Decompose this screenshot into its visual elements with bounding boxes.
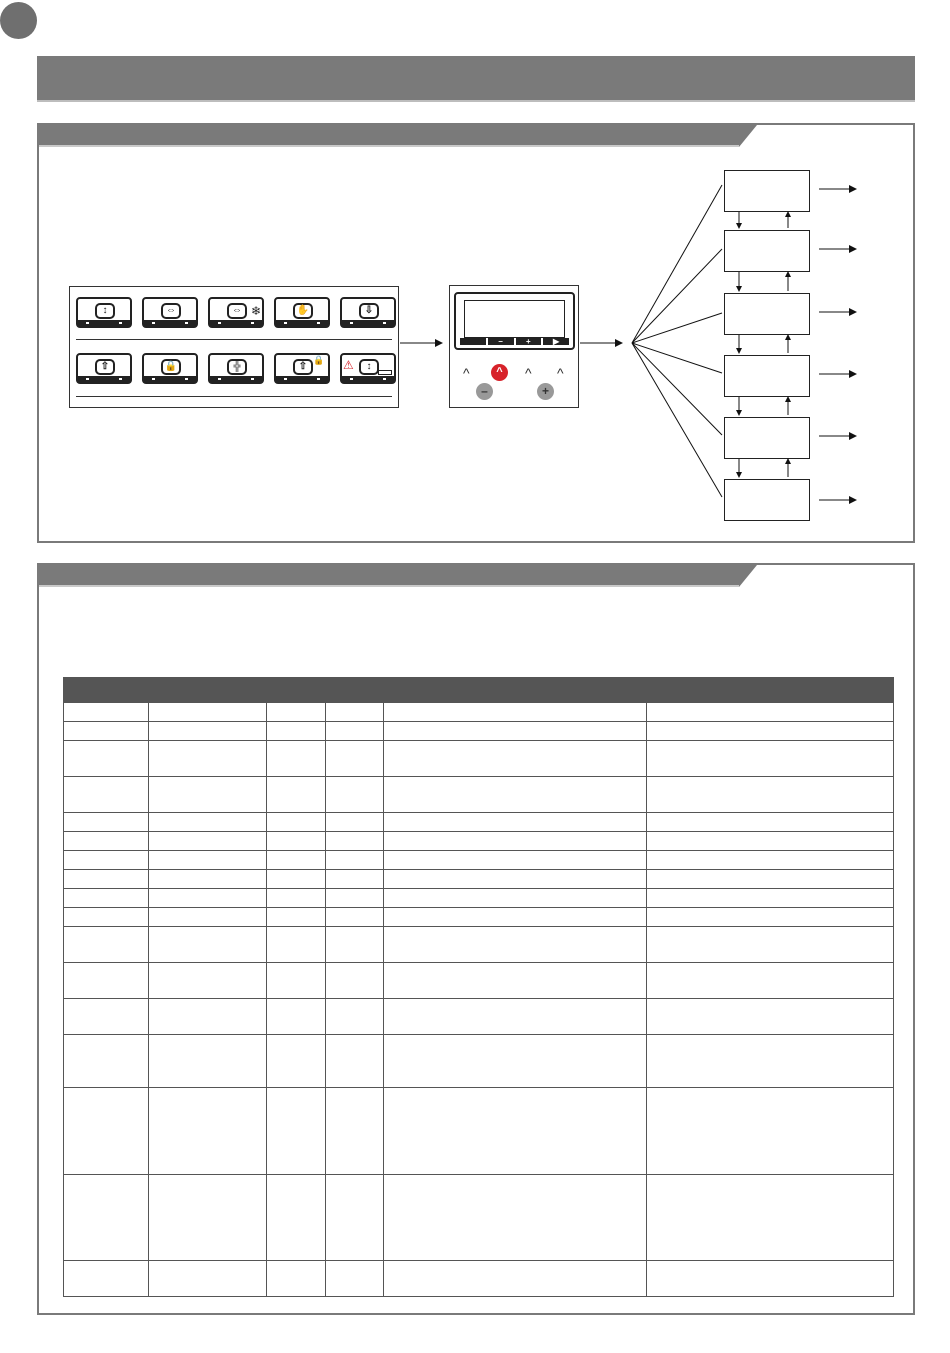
table-row — [64, 851, 894, 870]
snowflake-icon: ❄ — [251, 304, 262, 318]
table-cell — [149, 870, 267, 889]
table-cell — [326, 927, 384, 963]
red-up-button[interactable]: ^ — [491, 364, 508, 381]
soft-key-next[interactable]: ▶ — [543, 338, 569, 345]
table-cell — [384, 1088, 647, 1175]
table-header-row — [64, 678, 894, 703]
table-cell — [384, 741, 647, 777]
column-header — [647, 678, 894, 703]
display-icon-sliding: ⇔ — [142, 297, 198, 328]
table-cell — [267, 1088, 326, 1175]
table-row — [64, 889, 894, 908]
table-row — [64, 963, 894, 999]
table-cell — [267, 1261, 326, 1297]
table-cell — [267, 813, 326, 832]
table-cell — [64, 813, 149, 832]
table-row — [64, 1088, 894, 1175]
table-row — [64, 999, 894, 1035]
display-icon-opening-locked: ⇧ — [274, 353, 330, 384]
table-cell — [149, 963, 267, 999]
page-number-marker — [0, 2, 37, 39]
display-icon-sliding-snow: ⇔ — [208, 297, 264, 328]
table-row — [64, 722, 894, 741]
column-header — [64, 678, 149, 703]
display-icon-manual: ✋ — [274, 297, 330, 328]
table-cell — [326, 1175, 384, 1261]
column-header — [384, 678, 647, 703]
table-cell — [326, 908, 384, 927]
table-cell — [384, 927, 647, 963]
table-cell — [647, 908, 894, 927]
table-cell — [64, 870, 149, 889]
table-cell — [267, 851, 326, 870]
table-cell — [267, 777, 326, 813]
table-cell — [326, 870, 384, 889]
table-cell — [647, 851, 894, 870]
minus-button[interactable]: – — [476, 383, 493, 400]
table-cell — [267, 963, 326, 999]
table-cell — [64, 927, 149, 963]
display-icon-locked: 🔒 — [142, 353, 198, 384]
table-cell — [267, 1175, 326, 1261]
table-cell — [149, 908, 267, 927]
table-cell — [384, 832, 647, 851]
table-cell — [384, 999, 647, 1035]
table-cell — [267, 870, 326, 889]
display-icon-maintenance: ╬ — [208, 353, 264, 384]
table-row — [64, 870, 894, 889]
table-row — [64, 813, 894, 832]
table-row — [64, 1035, 894, 1088]
table-cell — [384, 889, 647, 908]
table-cell — [647, 927, 894, 963]
table-cell — [64, 1088, 149, 1175]
column-header — [326, 678, 384, 703]
table-cell — [326, 832, 384, 851]
table-cell — [326, 741, 384, 777]
table-cell — [64, 1035, 149, 1088]
table-cell — [149, 703, 267, 722]
menu-diagram-section — [37, 123, 915, 543]
table-cell — [149, 777, 267, 813]
table-cell — [647, 813, 894, 832]
table-row — [64, 741, 894, 777]
display-icon-closing: ⇩ — [340, 297, 396, 328]
table-cell — [326, 722, 384, 741]
table-cell — [64, 703, 149, 722]
section-2-header-tab — [39, 565, 739, 587]
table-cell — [384, 722, 647, 741]
display-icon-opening-closing: ↕ — [76, 297, 132, 328]
table-row — [64, 1175, 894, 1261]
table-cell — [384, 777, 647, 813]
table-cell — [267, 908, 326, 927]
table-cell — [647, 889, 894, 908]
table-cell — [647, 999, 894, 1035]
table-cell — [64, 851, 149, 870]
lock-icon: 🔒 — [313, 355, 325, 365]
table-cell — [64, 777, 149, 813]
display-icon-alarm: ↕ — [340, 353, 396, 384]
table-row — [64, 908, 894, 927]
table-cell — [149, 1035, 267, 1088]
table-cell — [64, 999, 149, 1035]
table-cell — [149, 1261, 267, 1297]
table-cell — [267, 889, 326, 908]
table-cell — [267, 722, 326, 741]
display-icon-opening: ⇧ — [76, 353, 132, 384]
table-cell — [647, 777, 894, 813]
table-row — [64, 777, 894, 813]
table-cell — [647, 870, 894, 889]
table-cell — [326, 777, 384, 813]
table-row — [64, 927, 894, 963]
table-cell — [149, 851, 267, 870]
soft-key-minus[interactable]: – — [488, 338, 514, 345]
table-cell — [267, 703, 326, 722]
table-cell — [64, 908, 149, 927]
table-row — [64, 703, 894, 722]
table-cell — [64, 1175, 149, 1261]
table-cell — [384, 851, 647, 870]
table-cell — [149, 999, 267, 1035]
table-cell — [326, 813, 384, 832]
table-cell — [326, 1035, 384, 1088]
table-cell — [647, 1088, 894, 1175]
table-cell — [326, 999, 384, 1035]
table-cell — [326, 851, 384, 870]
table-cell — [149, 813, 267, 832]
table-cell — [326, 963, 384, 999]
table-cell — [326, 703, 384, 722]
table-cell — [384, 703, 647, 722]
table-cell — [647, 1175, 894, 1261]
table-cell — [326, 1261, 384, 1297]
table-cell — [384, 1261, 647, 1297]
table-cell — [384, 1175, 647, 1261]
caret-icon: ^ — [525, 365, 532, 381]
table-cell — [64, 963, 149, 999]
table-cell — [149, 1088, 267, 1175]
table-cell — [267, 741, 326, 777]
table-cell — [64, 741, 149, 777]
table-body — [64, 703, 894, 1297]
table-cell — [149, 889, 267, 908]
table-cell — [384, 870, 647, 889]
table-cell — [149, 1175, 267, 1261]
table-cell — [267, 832, 326, 851]
table-row — [64, 832, 894, 851]
soft-key-plus[interactable]: + — [516, 338, 542, 345]
parameters-table — [63, 677, 894, 1297]
table-cell — [647, 1261, 894, 1297]
table-cell — [267, 999, 326, 1035]
caret-icon: ^ — [557, 365, 564, 381]
table-cell — [267, 1035, 326, 1088]
table-cell — [384, 813, 647, 832]
table-cell — [326, 889, 384, 908]
table-cell — [647, 722, 894, 741]
table-cell — [149, 741, 267, 777]
table-cell — [384, 908, 647, 927]
table-cell — [149, 832, 267, 851]
parameters-section — [37, 563, 915, 1315]
warning-icon: ⚠ — [343, 358, 354, 372]
table-cell — [384, 1035, 647, 1088]
table-cell — [647, 703, 894, 722]
table-cell — [647, 741, 894, 777]
table-cell — [647, 832, 894, 851]
table-row — [64, 1261, 894, 1297]
table-cell — [647, 963, 894, 999]
table-cell — [64, 832, 149, 851]
table-cell — [64, 722, 149, 741]
table-cell — [64, 1261, 149, 1297]
column-header — [267, 678, 326, 703]
caret-icon: ^ — [463, 365, 470, 381]
table-cell — [149, 927, 267, 963]
column-header — [149, 678, 267, 703]
table-cell — [384, 963, 647, 999]
table-cell — [267, 927, 326, 963]
page-title-bar — [37, 56, 915, 102]
table-cell — [326, 1088, 384, 1175]
plus-button[interactable]: + — [537, 383, 554, 400]
table-cell — [64, 889, 149, 908]
table-cell — [647, 1035, 894, 1088]
table-cell — [149, 722, 267, 741]
diagram-connectors — [39, 125, 915, 541]
